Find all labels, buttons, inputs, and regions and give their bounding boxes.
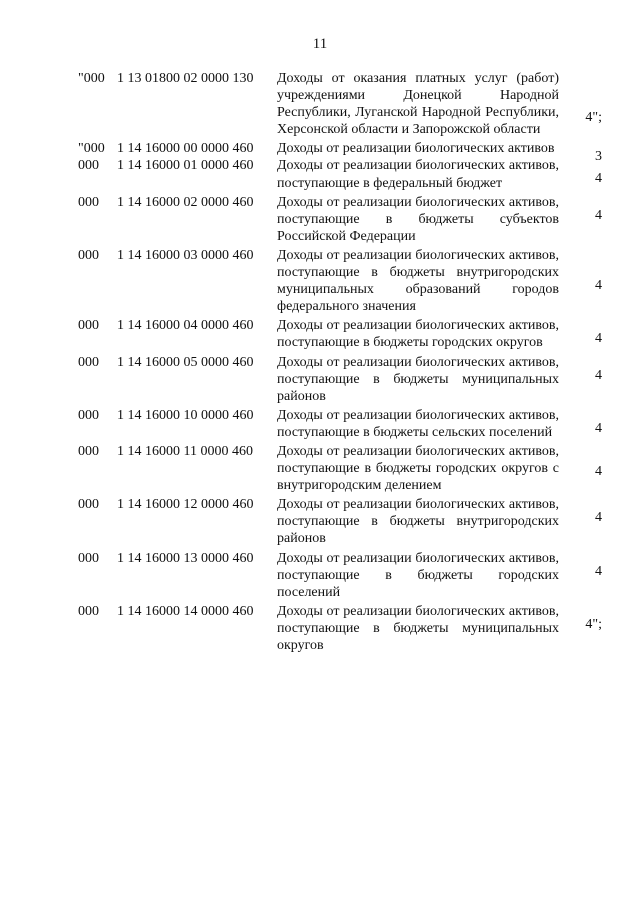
row-value: 4	[595, 510, 602, 526]
row-kbk-code: 1 14 16000 00 0000 460	[117, 141, 254, 157]
row-value: 4";	[585, 110, 602, 125]
row-value: 4	[595, 367, 602, 383]
row-prefix: "000	[78, 71, 105, 86]
row-description: Доходы от реализации биологических активов, поступающие в бюджеты субъектов Российской Федерации	[277, 194, 559, 244]
table-row	[0, 70, 640, 138]
row-description: Доходы от реализации биологических активов, поступающие в бюджеты сельских поселений	[277, 407, 559, 440]
row-description: Доходы от реализации биологических активов, поступающие в бюджеты городских поселений	[277, 550, 559, 600]
row-kbk-code: 1 14 16000 14 0000 460	[117, 603, 254, 619]
table-row	[0, 247, 640, 315]
row-value: 4	[595, 563, 602, 579]
row-kbk-code: 1 14 16000 05 0000 460	[117, 354, 254, 370]
row-prefix: 000	[78, 407, 99, 423]
row-value: 4	[595, 277, 602, 293]
row-value: 4	[595, 420, 602, 436]
row-kbk-code: 1 14 16000 04 0000 460	[117, 318, 254, 334]
row-description: Доходы от реализации биологических активов, поступающие в федеральный бюджет	[277, 158, 559, 191]
row-kbk-code: 1 14 16000 12 0000 460	[117, 497, 254, 513]
row-kbk-code: 1 14 16000 11 0000 460	[117, 443, 253, 459]
row-kbk-code: 1 14 16000 10 0000 460	[117, 407, 254, 423]
row-prefix: 000	[78, 497, 99, 513]
row-prefix: 000	[78, 550, 99, 566]
row-kbk-code: 1 14 16000 02 0000 460	[117, 194, 254, 210]
row-prefix: 000	[78, 354, 99, 370]
row-description: Доходы от реализации биологических активов, поступающие в бюджеты внутригородских районов	[277, 497, 559, 547]
table-row	[0, 496, 640, 547]
row-description: Доходы от оказания платных услуг (работ) учреждениями Донецкой Народной Республики, Луганской Народной Республики, Херсонской области и Запорожской области	[277, 71, 559, 138]
table-row	[0, 443, 640, 494]
row-prefix: 000	[78, 443, 99, 459]
row-prefix: 000	[78, 194, 99, 210]
table-row	[0, 407, 640, 441]
row-kbk-code: 1 14 16000 03 0000 460	[117, 247, 254, 263]
row-kbk-code: 1 13 01800 02 0000 130	[117, 71, 254, 86]
row-prefix: 000	[78, 247, 99, 263]
kbk-table	[0, 70, 640, 654]
table-row	[0, 550, 640, 601]
table-row	[0, 317, 640, 351]
row-kbk-code: 1 14 16000 13 0000 460	[117, 550, 254, 566]
row-value: 4	[595, 331, 602, 347]
row-prefix: 000	[78, 603, 99, 619]
row-value: 4	[595, 463, 602, 479]
page-number: 11	[312, 36, 328, 52]
row-prefix: 000	[78, 158, 99, 174]
row-description: Доходы от реализации биологических активов	[277, 141, 555, 157]
row-description: Доходы от реализации биологических активов, поступающие в бюджеты муниципальных округов	[277, 603, 559, 653]
row-kbk-code: 1 14 16000 01 0000 460	[117, 158, 254, 174]
table-row	[0, 603, 640, 654]
row-value: 3	[595, 149, 602, 165]
row-value: 4";	[585, 616, 602, 632]
table-row	[0, 140, 640, 165]
row-description: Доходы от реализации биологических активов, поступающие в бюджеты городских округов с внутригородским делением	[277, 443, 559, 494]
row-prefix: "000	[78, 141, 105, 157]
table-row	[0, 194, 640, 245]
row-value: 4	[595, 171, 602, 187]
table-row	[0, 354, 640, 405]
table-row	[0, 157, 640, 191]
row-description: Доходы от реализации биологических активов, поступающие в бюджеты муниципальных районов	[277, 354, 559, 404]
row-description: Доходы от реализации биологических активов, поступающие в бюджеты городских округов	[277, 318, 559, 351]
row-prefix: 000	[78, 318, 99, 334]
row-description: Доходы от реализации биологических активов, поступающие в бюджеты внутригородских муниципальных образований городов федерального значения	[277, 247, 559, 315]
row-value: 4	[595, 207, 602, 223]
